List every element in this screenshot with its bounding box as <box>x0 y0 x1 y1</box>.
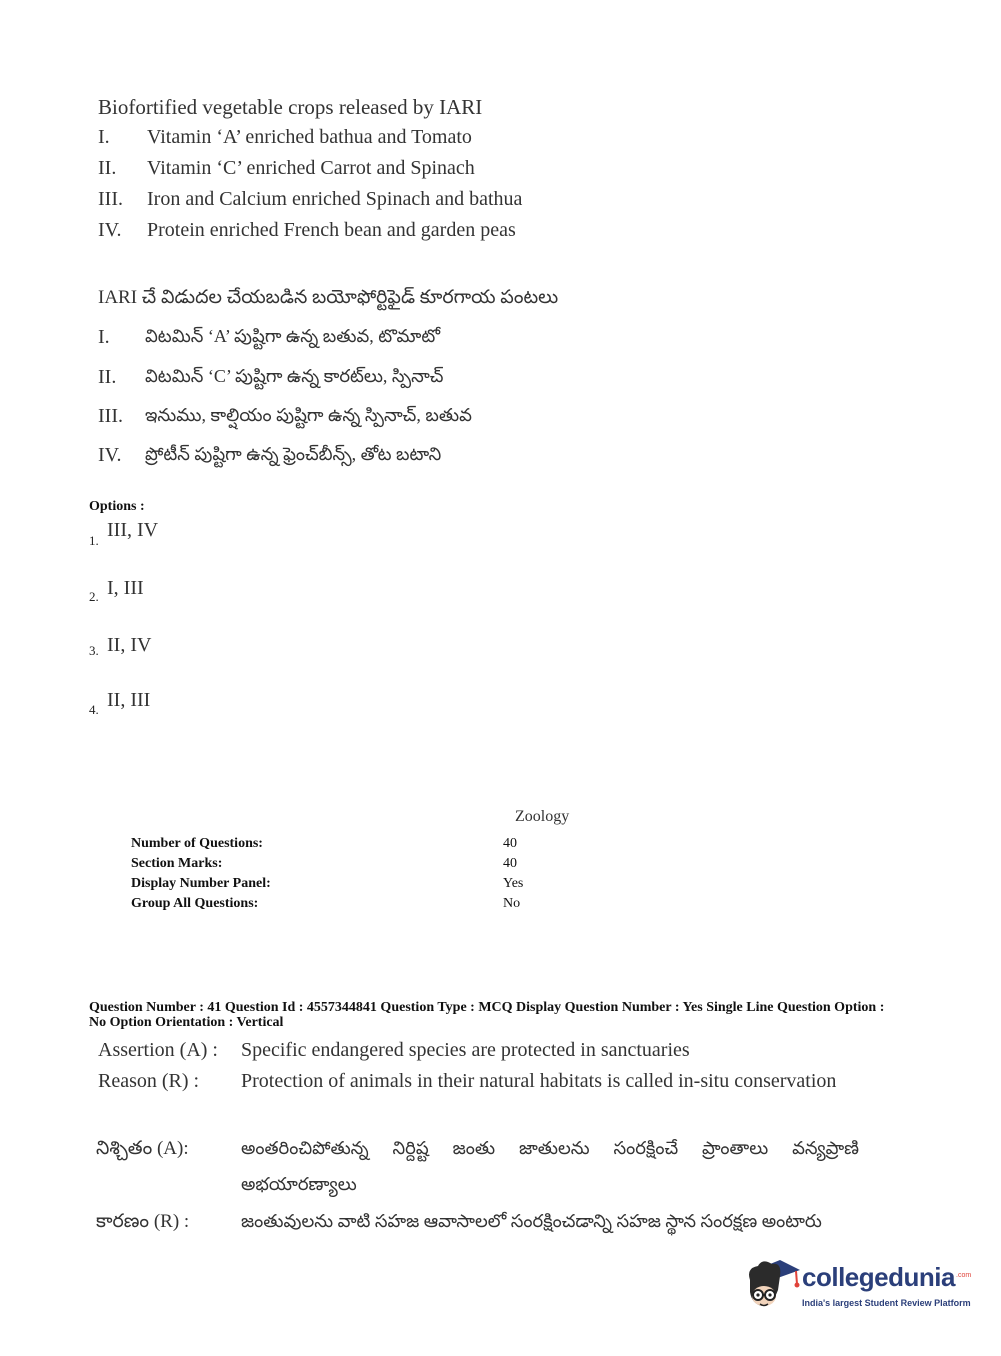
logo-tagline: India's largest Student Review Platform <box>802 1298 971 1308</box>
statement-item <box>98 219 598 243</box>
option-number: 3. <box>89 643 99 658</box>
statement-number: IV. <box>98 444 122 466</box>
statement-number: I. <box>98 326 110 348</box>
option-value[interactable]: I, III <box>107 577 144 599</box>
assertion-label: Assertion (A) : <box>98 1039 218 1061</box>
statement-text: Protein enriched French bean and garden peas <box>147 219 516 241</box>
option-number: 1. <box>89 533 99 548</box>
question-title: Biofortified vegetable crops released by IARI <box>98 95 483 119</box>
info-value: Yes <box>503 876 524 891</box>
statement-item <box>98 157 598 181</box>
assertion-text: Specific endangered species are protected in sanctuaries <box>241 1039 690 1061</box>
option-value[interactable]: III, IV <box>107 519 159 541</box>
statement-number: II. <box>98 366 117 388</box>
option-value[interactable]: II, III <box>107 689 151 711</box>
reason-text: Protection of animals in their natural habitats is called in-situ conservation <box>241 1070 837 1092</box>
statement-item <box>98 126 598 150</box>
statement-text: Iron and Calcium enriched Spinach and bathua <box>147 188 523 210</box>
telugu-reason-label: కారణం (R) : <box>96 1211 190 1232</box>
reason-label: Reason (R) : <box>98 1070 200 1092</box>
statement-number: II. <box>98 157 117 179</box>
statement-item <box>98 188 598 212</box>
options-label: Options : <box>89 499 145 514</box>
statement-number: III. <box>98 188 123 210</box>
statement-text: ఇనుము, కాల్షియం పుష్టిగా ఉన్న స్పినాచ్, బతువ <box>145 405 472 425</box>
telugu-assertion-text-cont: అభయారణ్యాలు <box>241 1174 357 1194</box>
telugu-assertion-label: నిశ్చితం (A): <box>96 1138 189 1159</box>
collegedunia-logo[interactable] <box>742 1250 972 1320</box>
option-number: 2. <box>89 589 99 604</box>
question-meta: Question Number : 41 Question Id : 4557344841 Question Type : MCQ Display Question Number : Yes Single Line Question Option : No Option Orientation : Vertical <box>89 1000 885 1030</box>
telugu-assertion-text: అంతరించిపోతున్న నిర్దిష్ట జంతు జాతులను సంరక్షించే ప్రాంతాలు వన్యప్రాణి <box>241 1138 859 1158</box>
logo-wordmark: collegedunia <box>802 1262 955 1292</box>
statement-number: III. <box>98 405 123 427</box>
option-value[interactable]: II, IV <box>107 634 152 656</box>
telugu-statement-item <box>98 444 598 470</box>
info-label: Display Number Panel: <box>131 876 271 891</box>
statement-number: I. <box>98 126 110 148</box>
telugu-statement-item <box>98 326 598 352</box>
statement-text: Vitamin ‘A’ enriched bathua and Tomato <box>147 126 472 148</box>
statement-text: ప్రోటీన్ పుష్టిగా ఉన్న ఫ్రెంచ్‌బీన్స్, తోట బటాని <box>145 444 442 464</box>
info-value: 40 <box>503 856 517 871</box>
statement-text: Vitamin ‘C’ enriched Carrot and Spinach <box>147 157 475 179</box>
section-title: Zoology <box>515 808 570 825</box>
graduate-mascot-icon <box>742 1250 802 1320</box>
statement-text: విటమిన్ ‘A’ పుష్టిగా ఉన్న బతువ, టొమాటో <box>145 326 441 346</box>
telugu-statement-item <box>98 405 598 431</box>
option-number: 4. <box>89 702 99 717</box>
telugu-statement-item <box>98 366 598 392</box>
statement-number: IV. <box>98 219 122 241</box>
info-label: Group All Questions: <box>131 896 259 911</box>
telugu-reason-text: జంతువులను వాటి సహజ ఆవాసాలలో సంరక్షించడాన్ని సహజ స్థాన సంరక్షణ అంటారు <box>241 1211 822 1231</box>
info-value: No <box>503 896 521 911</box>
info-value: 40 <box>503 836 517 851</box>
info-label: Number of Questions: <box>131 836 263 851</box>
telugu-question-title: IARI చే విడుదల చేయబడిన బయోఫోర్టిఫైడ్ కూరగాయ పంటలు <box>98 287 559 308</box>
info-label: Section Marks: <box>131 856 223 871</box>
statement-text: విటమిన్ ‘C’ పుష్టిగా ఉన్న కారట్‌లు, స్పినాచ్ <box>145 366 444 386</box>
logo-domain: .com <box>956 1272 972 1279</box>
